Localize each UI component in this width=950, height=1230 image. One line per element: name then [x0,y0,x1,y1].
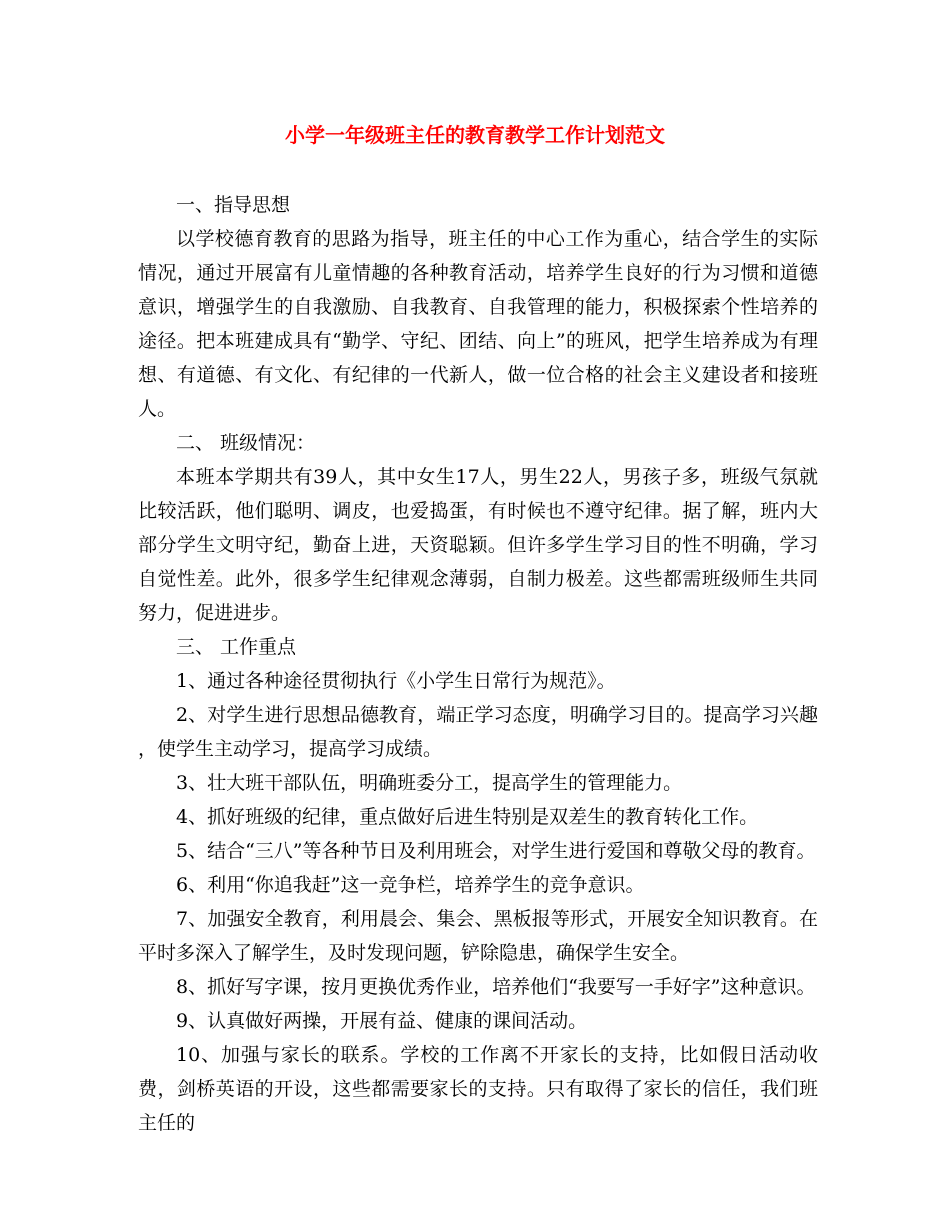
paragraph-guiding-ideology: 以学校德育教育的思路为指导，班主任的中心工作为重心，结合学生的实际情况，通过开展富有儿童情趣的各种教育活动，培养学生良好的行为习惯和道德意识，增强学生的自我激励、自我教育、自我管理的能力，积极探索个性培养的途径。把本班建成具有“勤学、守纪、团结、向上”的班风，把学生培养成为有理想、有道德、有文化、有纪律的一代新人，做一位合格的社会主义建设者和接班人。 [138,228,818,420]
section-heading-guiding-ideology: 一、指导思想 [176,194,291,216]
section-heading-class-situation: 二、 班级情况： [176,432,316,454]
list-item-4: 4、抓好班级的纪律，重点做好后进生特别是双差生的教育转化工作。 [176,806,759,828]
list-item-8: 8、抓好写字课，按月更换优秀作业，培养他们“我要写一手好字”这种意识。 [176,976,816,998]
list-item-9: 9、认真做好两操，开展有益、健康的课间活动。 [176,1010,588,1032]
paragraph-class-situation: 本班本学期共有39人，其中女生17人，男生22人，男孩子多，班级气氛就比较活跃，他们聪明、调皮，也爱捣蛋，有时候也不遵守纪律。据了解，班内大部分学生文明守纪，勤奋上进，天资聪颖。但许多学生学习目的性不明确，学习自觉性差。此外，很多学生纪律观念薄弱，自制力极差。这些都需班级师生共同努力，促进进步。 [138,466,818,624]
document-title: 小学一年级班主任的教育教学工作计划范文 [285,123,665,147]
list-item-10: 10、加强与家长的联系。学校的工作离不开家长的支持，比如假日活动收费，剑桥英语的开设，这些都需要家长的支持。只有取得了家长的信任，我们班主任的 [138,1044,818,1134]
list-item-3: 3、壮大班干部队伍，明确班委分工，提高学生的管理能力。 [176,772,683,794]
list-item-2: 2、对学生进行思想品德教育，端正学习态度，明确学习目的。提高学习兴趣 ，使学生主动学习，提高学习成绩。 [138,704,818,760]
list-item-1: 1、通过各种途径贯彻执行《小学生日常行为规范》。 [176,670,616,692]
list-item-5: 5、结合“三八”等各种节日及利用班会，对学生进行爱国和尊敬父母的教育。 [176,840,816,862]
list-item-6: 6、利用“你追我赶”这一竞争栏，培养学生的竞争意识。 [176,874,645,896]
section-heading-work-focus: 三、 工作重点 [176,636,297,658]
document-body [138,188,818,1140]
list-item-7: 7、加强安全教育，利用晨会、集会、黑板报等形式，开展安全知识教育。在平时多深入了解学生，及时发现问题，铲除隐患，确保学生安全。 [138,908,818,964]
